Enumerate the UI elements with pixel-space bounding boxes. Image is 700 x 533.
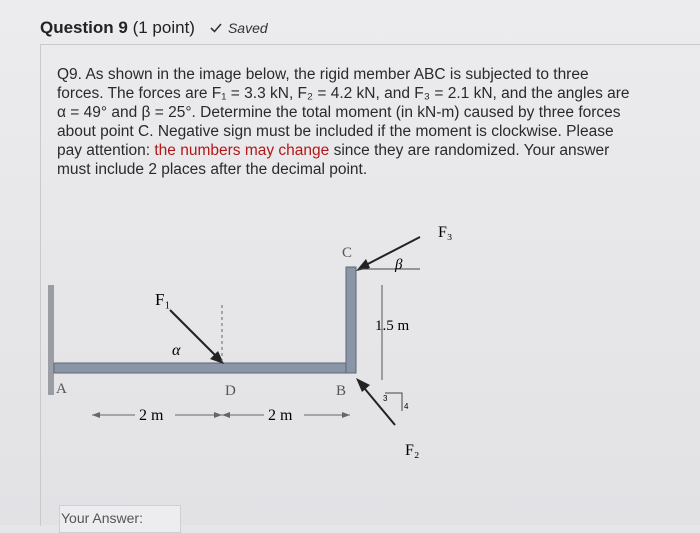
question-header [40,18,268,38]
label-C: C [342,245,353,261]
question-number: Question 9 [40,18,128,37]
force-F2-head [356,378,370,392]
label-F1: F₁ [155,290,171,309]
label-B: B [336,383,347,399]
dim-DB-label: 2 m [268,407,293,424]
question-line-1-text: As shown in the image below, the rigid member ABC is subjected to three [85,66,589,83]
label-beta: β [395,257,403,273]
dim-arrow-mid-left [214,412,222,418]
question-line-1 [57,65,697,84]
label-A: A [56,381,67,397]
dim-arrow-mid-right [222,412,230,418]
saved-label: Saved [227,20,268,36]
dim-BC-label: 1.5 m [375,318,410,334]
question-text [57,65,697,179]
F2-slope-triangle [385,393,402,411]
label-F2: F₂ [405,442,420,459]
question-line-5a: pay attention: [57,142,155,159]
question-line-5b: since they are randomized. Your answer [329,142,610,159]
dim-AD-label: 2 m [139,407,164,424]
question-line-3: α = 49° and β = 25°. Determine the total moment (in kN-m) caused by three forces [57,104,621,121]
slope-4: 4 [404,402,409,411]
question-line-6: must include 2 places after the decimal point. [57,161,368,178]
question-points: (1 point) [132,18,195,37]
member-AB [54,363,354,373]
label-alpha: α [172,342,181,359]
member-diagram [40,215,460,485]
randomized-warning: the numbers may change [154,142,330,159]
dim-arrow-right [342,412,350,418]
question-line-4: about point C. Negative sign must be included if the moment is clockwise. Please [57,123,614,140]
dim-arrow-left [92,412,100,418]
wall-support [48,285,54,395]
check-icon [209,21,223,35]
question-line-5 [57,141,697,160]
question-id: Q9. [57,66,82,83]
member-BC [346,267,356,373]
force-F2-arrow [360,383,395,425]
saved-status [209,20,268,36]
answer-label: Your Answer: [61,510,143,526]
label-F3: F₃ [438,224,453,241]
slope-3: 3 [383,394,388,403]
question-line-2: forces. The forces are F₁ = 3.3 kN, F₂ = 4.2 kN, and F₃ = 2.1 kN, and the angles are [57,85,630,102]
force-F3-arrow [362,237,420,267]
question-title [40,18,195,38]
label-D: D [225,383,236,399]
